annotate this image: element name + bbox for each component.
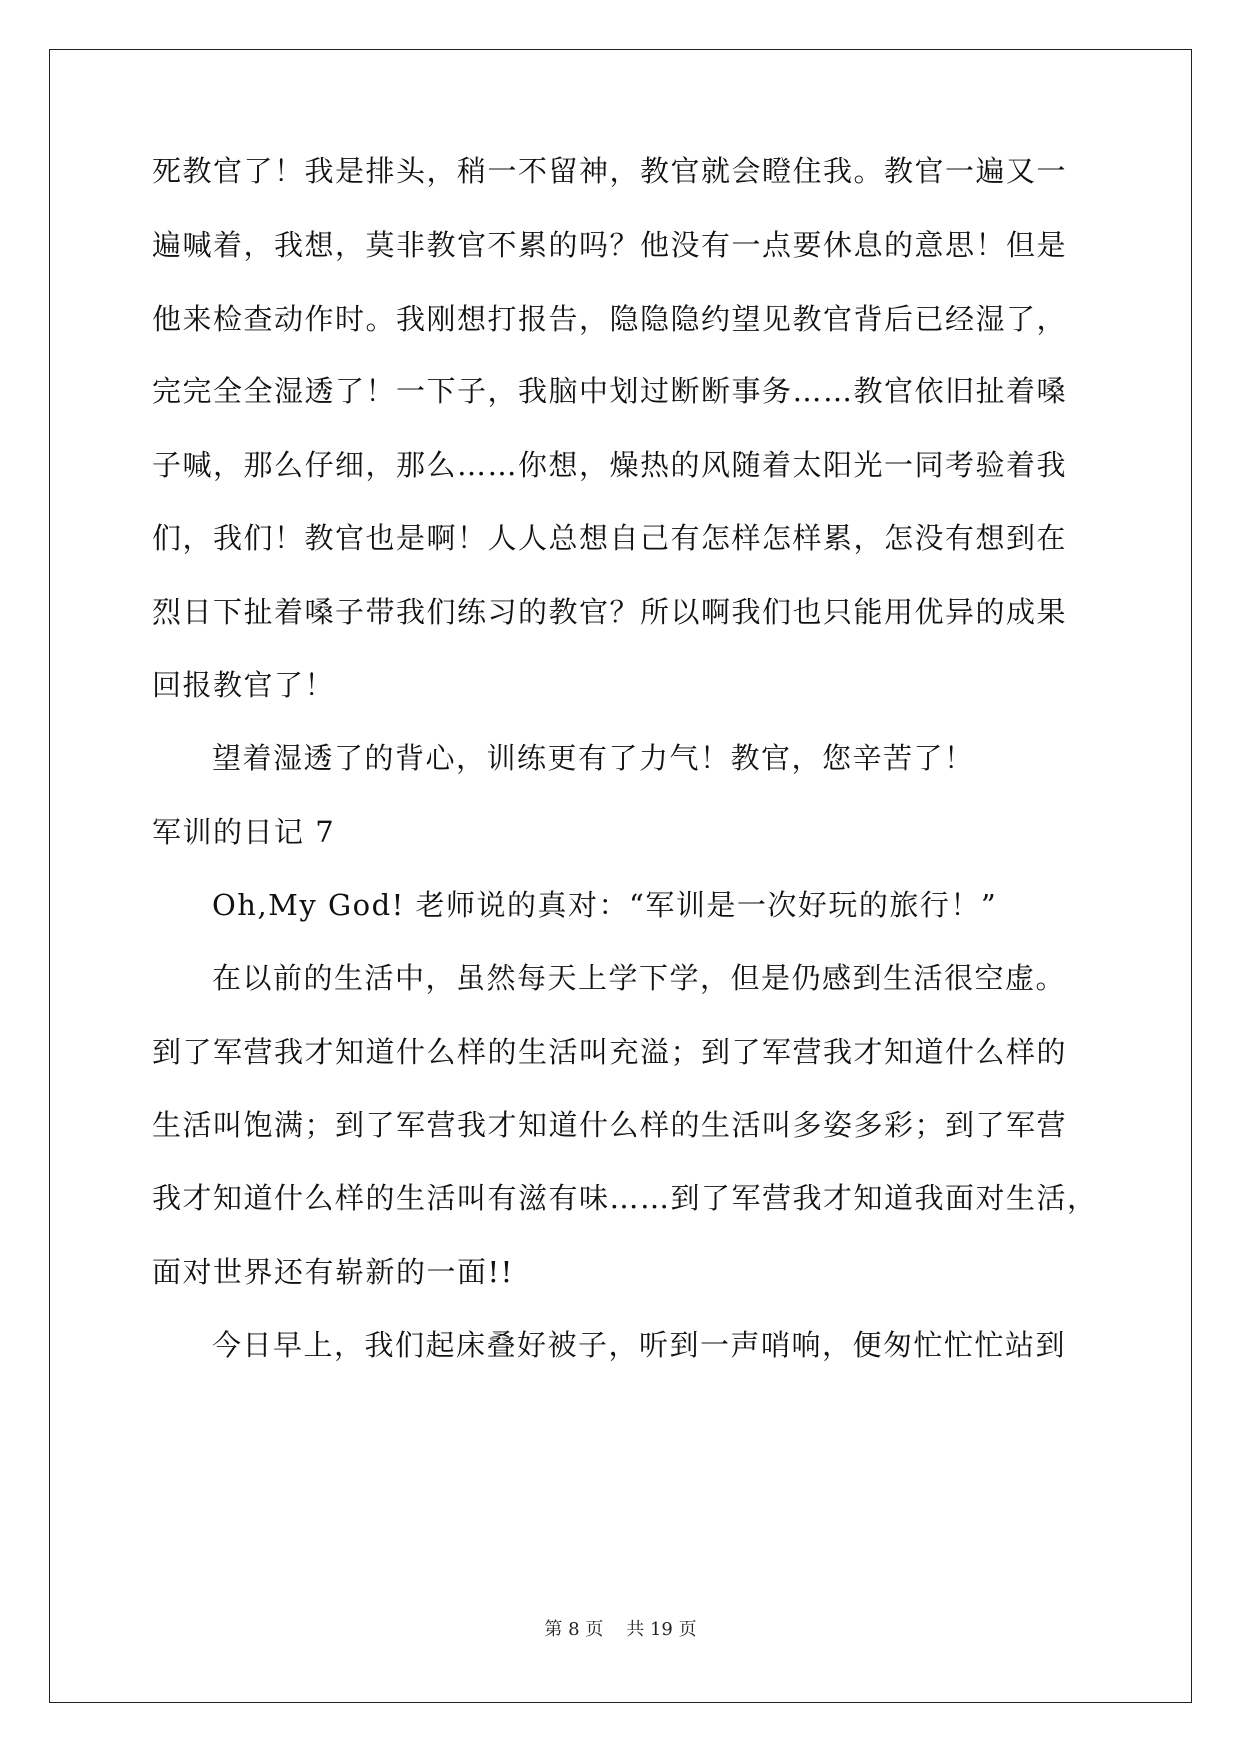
paragraph-line-before: 在以前的生活中，虽然每天上学下学，但是仍感到生活很空虚。 <box>212 961 1067 995</box>
page-footer <box>0 1615 1241 1641</box>
body-line-3: 他来检查动作时。我刚想打报告，隐隐隐约望见教官背后已经湿了， <box>152 302 1068 336</box>
paragraph-line-thanks: 望着湿透了的背心，训练更有了力气！教官，您辛苦了！ <box>212 741 975 775</box>
body-line-7: 烈日下扯着嗓子带我们练习的教官？所以啊我们也只能用优异的成果 <box>152 595 1068 629</box>
page-border <box>49 49 1192 1703</box>
body-line-6: 们，我们！教官也是啊！人人总想自己有怎样怎样累，怎没有想到在 <box>152 521 1068 555</box>
body-line-1: 死教官了！我是排头，稍一不留神，教官就会瞪住我。教官一遍又一 <box>152 154 1068 188</box>
page-number: 第 8 页 <box>544 1619 604 1640</box>
body-line-8: 回报教官了！ <box>152 668 336 702</box>
body-line-16: 面对世界还有崭新的一面!! <box>152 1255 514 1289</box>
body-line-2: 遍喊着，我想，莫非教官不累的吗？他没有一点要休息的意思！但是 <box>152 228 1068 262</box>
body-line-15: 我才知道什么样的生活叫有滋有味……到了军营我才知道我面对生活， <box>152 1181 1098 1215</box>
body-line-5: 子喊，那么仔细，那么……你想，燥热的风随着太阳光一同考验着我 <box>152 448 1068 482</box>
paragraph-line-morning: 今日早上，我们起床叠好被子，听到一声哨响，便匆忙忙忙站到 <box>212 1328 1067 1362</box>
page-total: 共 19 页 <box>626 1619 697 1640</box>
body-line-14: 生活叫饱满；到了军营我才知道什么样的生活叫多姿多彩；到了军营 <box>152 1108 1068 1142</box>
body-line-4: 完完全全湿透了！一下子，我脑中划过断断事务……教官依旧扯着嗓 <box>152 374 1068 408</box>
body-line-13: 到了军营我才知道什么样的生活叫充溢；到了军营我才知道什么样的 <box>152 1035 1068 1069</box>
paragraph-line-ohmygod: Oh,My God! 老师说的真对：“军训是一次好玩的旅行！” <box>212 888 998 922</box>
section-heading: 军训的日记 7 <box>152 815 336 849</box>
